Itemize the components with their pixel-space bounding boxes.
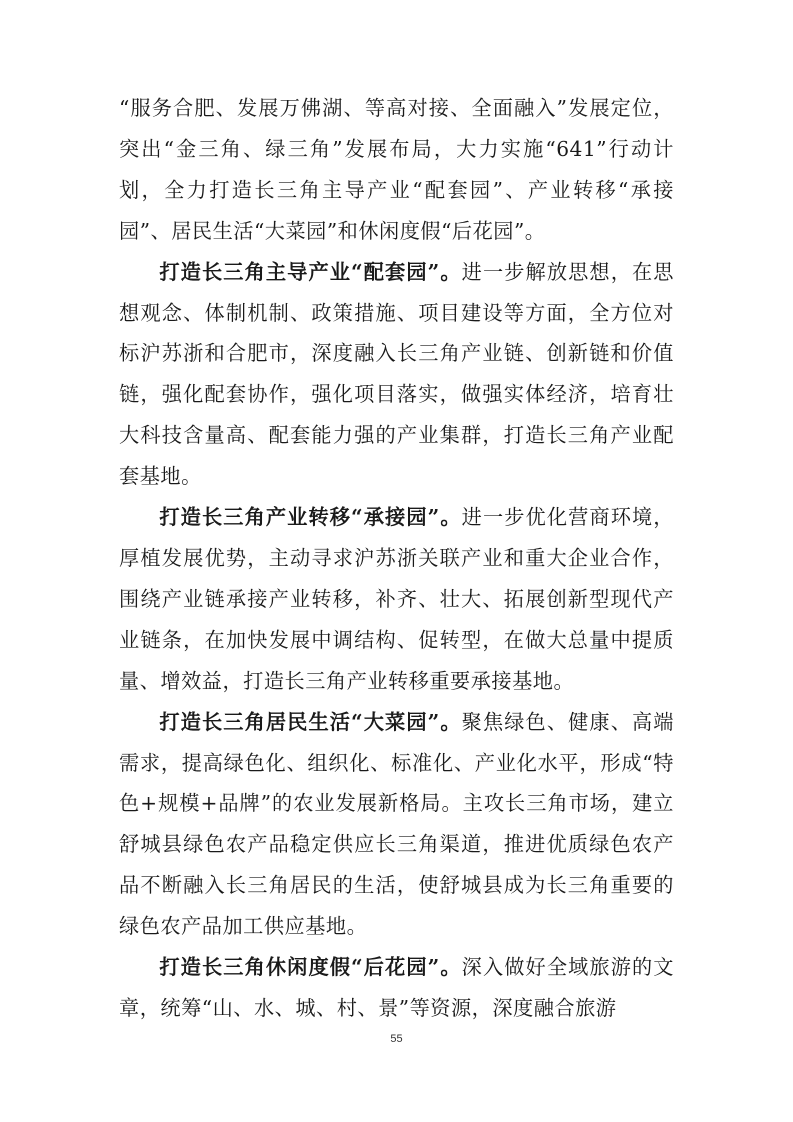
paragraph-vegetable-garden bbox=[119, 702, 674, 947]
paragraph-heading: 打造长三角主导产业“配套园”。 bbox=[159, 259, 462, 284]
paragraph-supporting-park bbox=[119, 252, 674, 497]
paragraph-heading: 打造长三角居民生活“大菜园”。 bbox=[159, 709, 462, 734]
paragraph-text: 进一步解放思想，在思想观念、体制机制、政策措施、项目建设等方面，全方位对标沪苏浙和合肥市，深度融入长三角产业链、创新链和价值链，强化配套协作，强化项目落实，做强实体经济，培育壮大科技含量高、配套能力强的产业集群，打造长三角产业配套基地。 bbox=[119, 259, 674, 489]
paragraph-text: 聚焦绿色、健康、高端需求，提高绿色化、组织化、标准化、产业化水平，形成“特色+规模+品牌”的农业发展新格局。主攻长三角市场，建立舒城县绿色农产品稳定供应长三角渠道，推进优质绿色农产品不断融入长三角居民的生活，使舒城县成为长三角重要的绿色农产品加工供应基地。 bbox=[119, 709, 674, 939]
paragraph-text: 进一步优化营商环境，厚植发展优势，主动寻求沪苏浙关联产业和重大企业合作，围绕产业链承接产业转移，补齐、壮大、拓展创新型现代产业链条，在加快发展中调结构、促转型，在做大总量中提质量、增效益，打造长三角产业转移重要承接基地。 bbox=[119, 505, 674, 693]
paragraph-transfer-park bbox=[119, 497, 674, 702]
paragraph-heading: 打造长三角产业转移“承接园”。 bbox=[159, 505, 462, 530]
paragraph-text: 深入做好全域旅游的文章，统筹“山、水、城、村、景”等资源，深度融合旅游 bbox=[119, 955, 674, 1020]
paragraph-heading: 打造长三角休闲度假“后花园”。 bbox=[159, 955, 462, 980]
paragraph-intro bbox=[119, 88, 674, 252]
page-number: 55 bbox=[390, 1033, 403, 1045]
paragraph-back-garden bbox=[119, 947, 674, 1029]
document-body bbox=[119, 88, 674, 1029]
paragraph-text: “服务合肥、发展万佛湖、等高对接、全面融入”发展定位，突出“金三角、绿三角”发展布局，大力实施“641”行动计划，全力打造长三角主导产业“配套园”、产业转移“承接园”、居民生活“大菜园”和休闲度假“后花园”。 bbox=[119, 96, 674, 243]
